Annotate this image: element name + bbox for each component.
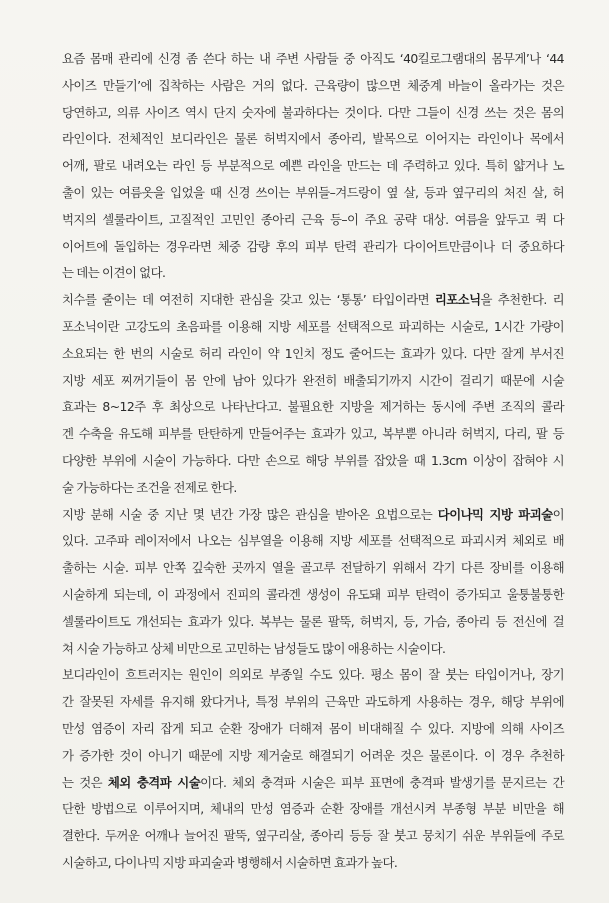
text-run: 요즘 몸매 관리에 신경 좀 쓴다 하는 내 주변 사람들 중 아직도 ‘40킬로그램대의 몸무게’나 ‘44 [62, 51, 564, 66]
text-line [62, 502, 564, 529]
paragraph [62, 662, 564, 876]
text-run: 결한다. 두꺼운 어깨나 늘어진 팔뚝, 옆구리살, 종아리 등등 잘 붓고 뭉치기 쉬운 부위들에 주로 [62, 828, 564, 844]
text-line [62, 341, 564, 368]
text-run: 겐 수축을 유도해 피부를 탄탄하게 만들어주는 효과가 있고, 복부뿐 아니라 허벅지, 다리, 팔 등 [62, 426, 564, 442]
text-run: 라인이다. 전체적인 보디라인은 물론 허벅지에서 종아리, 발목으로 이어지는 라인이나 목에서 [62, 131, 564, 147]
text-run: 소요되는 한 번의 시술로 허리 라인이 약 1인치 정도 줄어드는 효과가 있다. 다만 잘게 부서진 [62, 345, 564, 361]
text-run: 술 가능하다는 조건을 전제로 한다. [62, 479, 237, 495]
text-run: 다양한 부위에 시술이 가능하다. 다만 손으로 해당 부위를 잡았을 때 1.3cm 이상이 잡혀야 시 [62, 452, 564, 468]
paragraph [62, 287, 564, 501]
text-line [62, 582, 564, 609]
text-line [62, 528, 564, 555]
text-line [62, 100, 564, 127]
text-line [62, 662, 564, 689]
text-line [62, 260, 564, 287]
text-line [62, 609, 564, 636]
text-line [62, 394, 564, 421]
highlighted-term: 다이나믹 지방 파괴술 [437, 506, 553, 522]
text-line [62, 234, 564, 261]
text-run: 당연하고, 의류 사이즈 역시 단지 숫자에 불과하다는 것이다. 다만 그들이 신경 쓰는 것은 몸의 [62, 104, 564, 120]
text-run: 을 추천한다. 리 [480, 292, 564, 308]
text-run: 지방 세포 찌꺼기들이 몸 안에 남아 있다가 완전히 배출되기까지 시간이 걸리기 때문에 시술 [62, 372, 564, 388]
text-run: 포소닉이란 고강도의 초음파를 이용해 지방 세포를 선택적으로 파괴하는 시술로, 1시간 가량이 [62, 318, 564, 334]
text-run: 지방 분해 시술 중 지난 몇 년간 가장 많은 관심을 받아온 요법으로는 [62, 506, 438, 522]
text-line [62, 180, 564, 207]
text-line [62, 153, 564, 180]
text-line [62, 314, 564, 341]
text-run: 간 잘못된 자세를 유지해 왔다거나, 특정 부위의 근육만 과도하게 사용하는 경우, 해당 부위에 [62, 694, 564, 710]
text-line [62, 716, 564, 743]
text-run: 쳐 시술 가능하고 상체 비만으로 고민하는 남성들도 많이 애용하는 시술이다. [62, 640, 446, 656]
text-run: 단한 방법으로 이루어지며, 체내의 만성 염증과 순환 장애를 개선시켜 부종형 부분 비만을 해 [62, 801, 564, 817]
text-run: 출하는 시술. 피부 안쪽 깊숙한 곳까지 열을 골고루 전달하기 위해서 각기 다른 장비를 이용해 [62, 560, 564, 576]
text-run: 어깨, 팔로 내려오는 라인 등 부분적으로 예쁜 라인을 만드는 데 주력하고 있다. 특히 얇거나 노 [62, 158, 564, 174]
paragraph [62, 46, 564, 287]
article-body [62, 46, 564, 877]
text-run: 셀룰라이트도 개선되는 효과가 있다. 복부는 물론 팔뚝, 허벅지, 등, 가슴, 종아리 등 전신에 걸 [62, 613, 564, 629]
text-line [62, 796, 564, 823]
text-run: 이어트에 돌입하는 경우라면 체중 감량 후의 피부 탄력 관리가 다이어트만큼이나 더 중요하다 [62, 238, 564, 254]
text-run: 사이즈 만들기’에 집착하는 사람은 거의 없다. 근육량이 많으면 체중계 바늘이 올라가는 것은 [62, 77, 564, 93]
highlighted-term: 체외 충격파 시술 [107, 774, 201, 790]
text-line [62, 823, 564, 850]
text-line [62, 555, 564, 582]
text-line [62, 770, 564, 797]
text-line [62, 73, 564, 100]
text-line [62, 743, 564, 770]
text-run: 효과는 8~12주 후 최상으로 나타난다고. 불필요한 지방을 제거하는 동시에 주변 조직의 콜라 [62, 399, 564, 415]
highlighted-term: 리포소닉 [434, 292, 481, 308]
text-line [62, 207, 564, 234]
text-line [62, 421, 564, 448]
text-line [62, 46, 564, 73]
text-run: 시술하고, 다이나믹 지방 파괴술과 병행해서 시술하면 효과가 높다. [62, 854, 398, 870]
text-line [62, 636, 564, 663]
text-line [62, 287, 564, 314]
text-line [62, 689, 564, 716]
text-run: 치수를 줄이는 데 여전히 지대한 관심을 갖고 있는 ‘통통’ 타입이라면 [62, 292, 435, 308]
text-run: 이 [552, 506, 564, 522]
text-line [62, 368, 564, 395]
text-line [62, 475, 564, 502]
text-run: 가 증가한 것이 아니기 때문에 지방 제거술로 해결되기 어려운 것은 물론이다. 이 경우 추천하 [62, 747, 564, 763]
text-run: 이다. 체외 충격파 시술은 피부 표면에 충격파 발생기를 문지르는 간 [200, 774, 564, 790]
text-run: 만성 염증이 자리 잡게 되고 순환 장애가 더해져 몸이 비대해질 수 있다. 지방에 의해 사이즈 [62, 720, 564, 736]
text-line [62, 126, 564, 153]
text-run: 있다. 고주파 레이저에서 나오는 심부열을 이용해 지방 세포를 선택적으로 파괴시켜 체외로 배 [62, 533, 564, 549]
text-run: 보디라인이 흐트러지는 원인이 의외로 부종일 수도 있다. 평소 몸이 잘 붓는 타입이거나, 장기 [62, 667, 564, 683]
paragraph [62, 502, 564, 663]
text-line [62, 850, 564, 877]
text-run: 벅지의 셀룰라이트, 고질적인 고민인 종아리 근육 등–이 주요 공략 대상. 여름을 앞두고 퀵 다 [62, 211, 564, 227]
text-run: 시술하게 되는데, 이 과정에서 진피의 콜라겐 생성이 유도돼 피부 탄력이 증가되고 울퉁불퉁한 [62, 586, 564, 602]
text-line [62, 448, 564, 475]
text-run: 는 데는 이견이 없다. [62, 265, 166, 281]
text-run: 출이 있는 여름옷을 입었을 때 신경 쓰이는 부위들–겨드랑이 옆 살, 등과 옆구리의 처진 살, 허 [62, 184, 564, 200]
text-run: 는 것은 [62, 774, 108, 790]
